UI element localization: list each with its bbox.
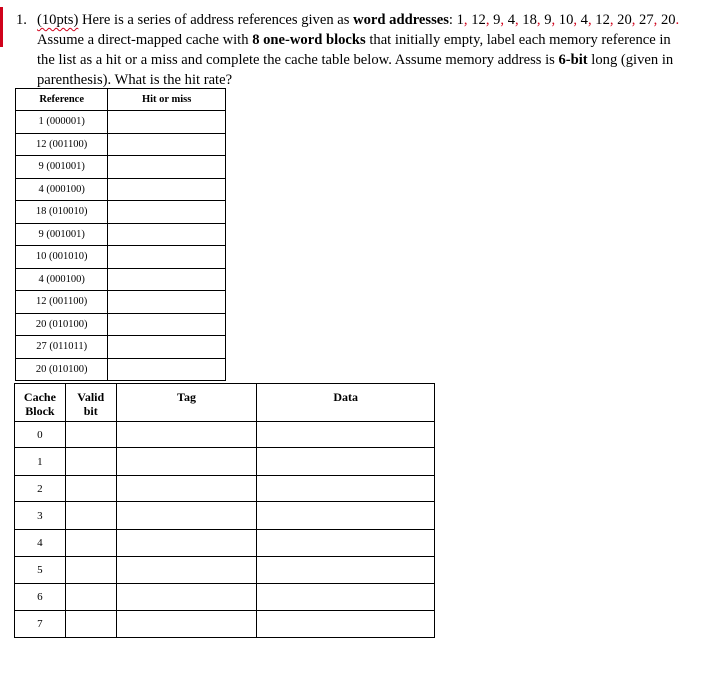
cache-block-index: 3 bbox=[15, 502, 66, 530]
cache-row bbox=[15, 584, 435, 611]
valid-bit-cell[interactable] bbox=[65, 611, 116, 638]
header-tag: Tag bbox=[116, 384, 257, 422]
reference-cell: 10 (001010) bbox=[16, 246, 108, 269]
address-item: 10 bbox=[558, 12, 574, 28]
reference-row bbox=[16, 111, 226, 134]
reference-cell: 9 (001001) bbox=[16, 156, 108, 179]
hit-or-miss-cell[interactable] bbox=[108, 201, 226, 224]
valid-bit-cell[interactable] bbox=[65, 557, 116, 584]
cache-row bbox=[15, 530, 435, 557]
reference-cell: 4 (000100) bbox=[16, 178, 108, 201]
valid-bit-cell[interactable] bbox=[65, 584, 116, 611]
tag-cell[interactable] bbox=[116, 448, 257, 476]
cache-row bbox=[15, 557, 435, 584]
reference-row bbox=[16, 358, 226, 381]
question-text: (10pts) Here is a series of address references given as word addresses: 1, 12, 9, 4, 18, 9, 10, 4, 12, 20, 27, 20. Assume a direct-mapped cache with 8 one-word blocks that initially empty, label each memory reference in the list as a hit or a miss and complete the cache table below. Assume memory address is 6-bit long (given in parenthesis). What is the hit rate? bbox=[37, 12, 680, 88]
cache-row bbox=[15, 502, 435, 530]
question-number: 1. bbox=[16, 12, 27, 28]
reference-table-header bbox=[16, 89, 226, 111]
address-item: 9 bbox=[544, 12, 552, 28]
hit-or-miss-cell[interactable] bbox=[108, 313, 226, 336]
reference-row bbox=[16, 246, 226, 269]
address-separator: , bbox=[463, 12, 472, 28]
cache-table-header bbox=[15, 384, 435, 422]
data-cell[interactable] bbox=[257, 448, 435, 476]
address-item: 20 bbox=[617, 12, 632, 28]
cache-block-index: 7 bbox=[15, 611, 66, 638]
address-item: 12 bbox=[471, 12, 486, 28]
tag-cell[interactable] bbox=[116, 557, 257, 584]
address-item: 20 bbox=[660, 12, 676, 28]
address-separator: , bbox=[653, 12, 661, 28]
hit-or-miss-cell[interactable] bbox=[108, 111, 226, 134]
address-item: 4 bbox=[580, 12, 588, 28]
address-separator: , bbox=[631, 12, 640, 28]
data-cell[interactable] bbox=[257, 611, 435, 638]
address-separator: , bbox=[587, 12, 596, 28]
cache-block-index: 4 bbox=[15, 530, 66, 557]
address-separator: , bbox=[573, 12, 581, 28]
address-item: 18 bbox=[522, 12, 537, 28]
address-separator: . bbox=[675, 12, 680, 28]
valid-bit-cell[interactable] bbox=[65, 502, 116, 530]
reference-row bbox=[16, 201, 226, 224]
reference-cell: 20 (010100) bbox=[16, 358, 108, 381]
address-item: 4 bbox=[507, 12, 515, 28]
margin-change-bar bbox=[0, 7, 3, 47]
data-cell[interactable] bbox=[257, 422, 435, 448]
tag-cell[interactable] bbox=[116, 584, 257, 611]
address-separator: , bbox=[500, 12, 508, 28]
address-separator: , bbox=[536, 12, 545, 28]
tag-cell[interactable] bbox=[116, 530, 257, 557]
cache-table bbox=[14, 383, 435, 638]
header-hit-or-miss: Hit or miss bbox=[108, 89, 226, 111]
reference-row bbox=[16, 133, 226, 156]
address-item: 12 bbox=[595, 12, 610, 28]
cache-row bbox=[15, 476, 435, 502]
hit-or-miss-cell[interactable] bbox=[108, 336, 226, 359]
cache-block-index: 6 bbox=[15, 584, 66, 611]
reference-cell: 9 (001001) bbox=[16, 223, 108, 246]
reference-row bbox=[16, 156, 226, 179]
reference-cell: 27 (011011) bbox=[16, 336, 108, 359]
hit-or-miss-cell[interactable] bbox=[108, 291, 226, 314]
hit-or-miss-cell[interactable] bbox=[108, 358, 226, 381]
cache-block-index: 1 bbox=[15, 448, 66, 476]
address-item: 9 bbox=[493, 12, 501, 28]
hit-or-miss-cell[interactable] bbox=[108, 133, 226, 156]
valid-bit-cell[interactable] bbox=[65, 422, 116, 448]
address-list bbox=[457, 12, 680, 28]
cache-block-index: 0 bbox=[15, 422, 66, 448]
address-separator: , bbox=[551, 12, 559, 28]
points-label: (10pts) bbox=[37, 12, 79, 28]
hit-or-miss-cell[interactable] bbox=[108, 178, 226, 201]
reference-cell: 20 (010100) bbox=[16, 313, 108, 336]
reference-cell: 4 (000100) bbox=[16, 268, 108, 291]
valid-bit-cell[interactable] bbox=[65, 476, 116, 502]
reference-cell: 12 (001100) bbox=[16, 291, 108, 314]
cache-row bbox=[15, 422, 435, 448]
hit-or-miss-cell[interactable] bbox=[108, 223, 226, 246]
valid-bit-cell[interactable] bbox=[65, 448, 116, 476]
reference-row bbox=[16, 178, 226, 201]
cache-block-index: 2 bbox=[15, 476, 66, 502]
data-cell[interactable] bbox=[257, 502, 435, 530]
hit-or-miss-cell[interactable] bbox=[108, 156, 226, 179]
data-cell[interactable] bbox=[257, 476, 435, 502]
cache-row bbox=[15, 611, 435, 638]
reference-table bbox=[15, 88, 226, 381]
address-separator: , bbox=[485, 12, 494, 28]
header-reference: Reference bbox=[16, 89, 108, 111]
reference-row bbox=[16, 336, 226, 359]
tag-cell[interactable] bbox=[116, 476, 257, 502]
reference-row bbox=[16, 313, 226, 336]
reference-row bbox=[16, 223, 226, 246]
data-cell[interactable] bbox=[257, 530, 435, 557]
address-item: 27 bbox=[639, 12, 654, 28]
header-data: Data bbox=[257, 384, 435, 422]
hit-or-miss-cell[interactable] bbox=[108, 246, 226, 269]
reference-row bbox=[16, 268, 226, 291]
cache-row bbox=[15, 448, 435, 476]
hit-or-miss-cell[interactable] bbox=[108, 268, 226, 291]
reference-row bbox=[16, 291, 226, 314]
tag-cell[interactable] bbox=[116, 422, 257, 448]
address-separator: , bbox=[515, 12, 523, 28]
cache-block-index: 5 bbox=[15, 557, 66, 584]
reference-cell: 12 (001100) bbox=[16, 133, 108, 156]
data-cell[interactable] bbox=[257, 584, 435, 611]
tag-cell[interactable] bbox=[116, 611, 257, 638]
tag-cell[interactable] bbox=[116, 502, 257, 530]
address-separator: , bbox=[609, 12, 618, 28]
reference-cell: 18 (010010) bbox=[16, 201, 108, 224]
header-valid-bit: Valid bit bbox=[65, 384, 116, 422]
header-cache-block: Cache Block bbox=[15, 384, 66, 422]
valid-bit-cell[interactable] bbox=[65, 530, 116, 557]
data-cell[interactable] bbox=[257, 557, 435, 584]
address-item: 1 bbox=[456, 12, 464, 28]
reference-cell: 1 (000001) bbox=[16, 111, 108, 134]
